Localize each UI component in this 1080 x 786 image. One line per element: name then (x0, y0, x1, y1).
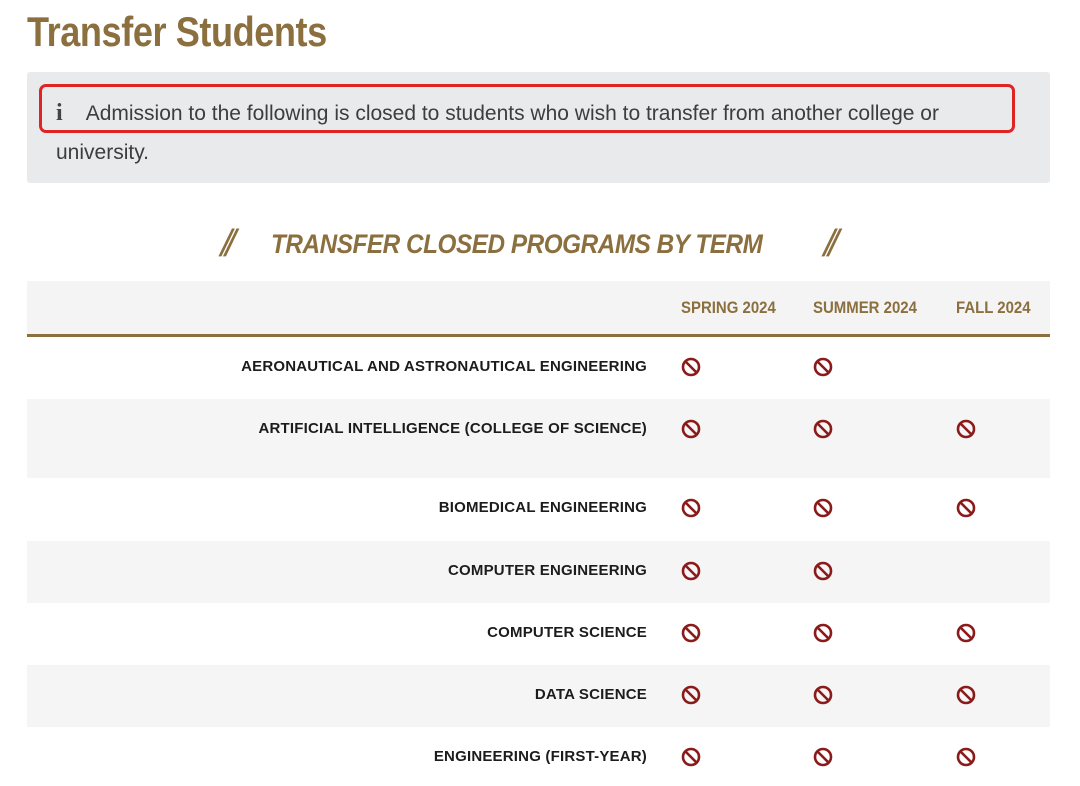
table-row (27, 727, 1050, 786)
no-entry-icon (681, 561, 701, 581)
heading-slashes-right: // (819, 223, 838, 265)
notice-text-block (56, 94, 1021, 172)
info-icon: i (56, 100, 63, 126)
program-name: COMPUTER ENGINEERING (447, 562, 647, 579)
no-entry-icon (681, 419, 701, 439)
no-entry-icon (681, 747, 701, 767)
table-row (27, 478, 1050, 541)
table-row (27, 399, 1050, 478)
section-heading-text: TRANSFER CLOSED PROGRAMS BY TERM (271, 229, 763, 259)
no-entry-icon (681, 498, 701, 518)
no-entry-icon (813, 561, 833, 581)
section-heading (0, 222, 1080, 266)
no-entry-icon (681, 685, 701, 705)
info-notice (27, 72, 1050, 183)
no-entry-icon (813, 498, 833, 518)
no-entry-icon (956, 747, 976, 767)
no-entry-icon (956, 498, 976, 518)
program-name: ENGINEERING (FIRST-YEAR) (433, 748, 647, 765)
no-entry-icon (956, 419, 976, 439)
page-title: Transfer Students (27, 8, 327, 55)
column-header-summer-2024: SUMMER 2024 (813, 298, 917, 317)
no-entry-icon (813, 685, 833, 705)
program-name: ARTIFICIAL INTELLIGENCE (COLLEGE OF SCIENCE) (258, 420, 647, 437)
program-name: AERONAUTICAL AND ASTRONAUTICAL ENGINEERING (241, 358, 647, 375)
program-name: COMPUTER SCIENCE (487, 624, 647, 641)
no-entry-icon (813, 747, 833, 767)
no-entry-icon (956, 623, 976, 643)
no-entry-icon (813, 419, 833, 439)
no-entry-icon (681, 623, 701, 643)
no-entry-icon (813, 623, 833, 643)
column-header-spring-2024: SPRING 2024 (681, 298, 776, 317)
no-entry-icon (813, 357, 833, 377)
no-entry-icon (956, 685, 976, 705)
column-header-fall-2024: FALL 2024 (956, 298, 1031, 317)
notice-message: Admission to the following is closed to students who wish to transfer from another college or university. (56, 102, 939, 164)
heading-slashes-left: // (216, 223, 235, 265)
program-name: BIOMEDICAL ENGINEERING (438, 499, 647, 516)
program-name: DATA SCIENCE (534, 686, 647, 703)
table-row (27, 541, 1050, 603)
table-row (27, 603, 1050, 665)
table-header (27, 281, 1050, 337)
no-entry-icon (681, 357, 701, 377)
table-row (27, 337, 1050, 399)
table-row (27, 665, 1050, 727)
